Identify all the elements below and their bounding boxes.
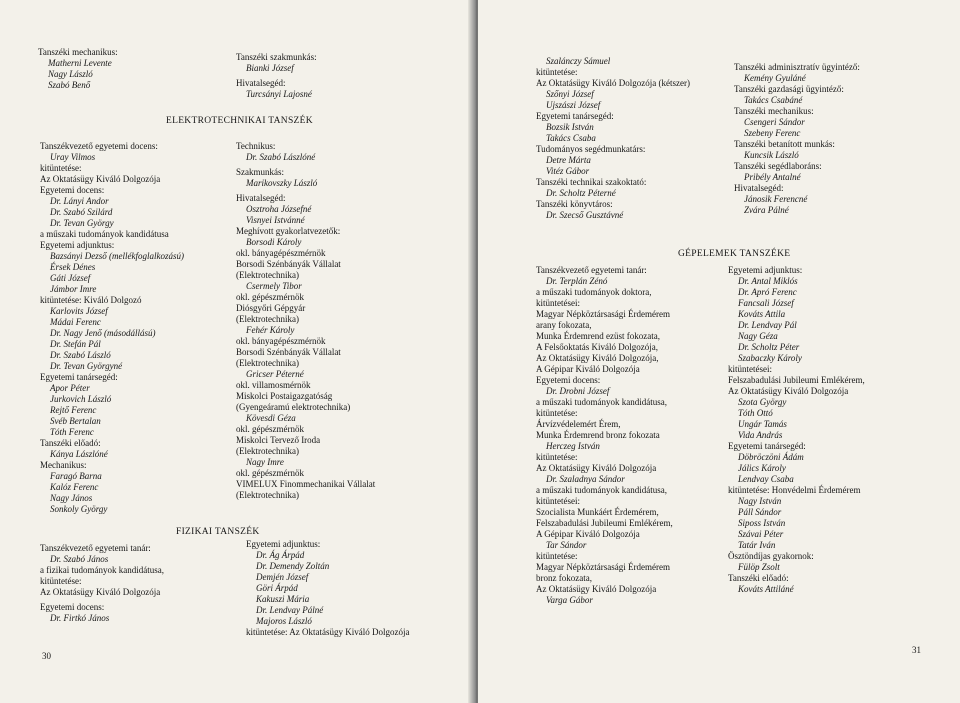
- person-name: Nagy Imre: [246, 457, 284, 467]
- person-name: Dr. Szabó László: [50, 350, 111, 360]
- entry-text: Egyetemi adjunktus:: [728, 265, 803, 275]
- person-name: Gáti József: [50, 273, 91, 283]
- person-name: Dr. Tevan Györgyné: [50, 361, 123, 371]
- person-name: Nagy István: [738, 496, 782, 506]
- entry-text: Munka Érdemrend bronz fokozata: [536, 430, 660, 440]
- person-name: Szávai Péter: [738, 529, 784, 539]
- right-column-e: [536, 56, 690, 221]
- person-name: Varga Gábor: [546, 595, 593, 605]
- person-name: Kemény Gyuláné: [744, 73, 806, 83]
- entry-text: a fizikai tudományok kandidátusa,: [40, 565, 164, 575]
- entry-text: Egyetemi docens:: [40, 602, 105, 612]
- person-name: Rejtő Ferenc: [50, 405, 97, 415]
- person-name: Dr. Ág Árpád: [256, 550, 305, 560]
- person-name: Szota György: [738, 397, 787, 407]
- page-number-left: 30: [42, 651, 51, 661]
- left-top-right-column: [236, 52, 317, 100]
- person-name: Matherni Levente: [48, 58, 112, 68]
- person-name: Visnyei Istvánné: [246, 215, 305, 225]
- entry-text: Az Oktatásügy Kiváló Dolgozója,: [536, 353, 659, 363]
- entry-text: a műszaki tudományok kandidátusa: [40, 229, 169, 239]
- entry-text: Egyetemi tanársegéd:: [728, 441, 806, 451]
- person-name: Bazsányi Dezső (mellékfoglalkozású): [50, 251, 184, 261]
- person-name: Dr. Scholtz Péterné: [546, 188, 616, 198]
- physics-column-d: [246, 539, 409, 638]
- entry-text: Tanszéki gazdasági ügyintéző:: [734, 84, 844, 94]
- entry-text: Munka Érdemrend ezüst fokozata,: [536, 331, 660, 341]
- person-name: Páll Sándor: [738, 507, 782, 517]
- entry-text: Az Oktatásügy Kiváló Dolgozója: [40, 174, 161, 184]
- entry-text: a műszaki tudományok kandidátusa,: [536, 397, 667, 407]
- person-name: Döbröczöni Ádám: [738, 452, 804, 462]
- entry-text: kitüntetése:: [536, 551, 578, 561]
- person-name: Jurkovich László: [50, 394, 112, 404]
- entry-text: VIMELUX Finommechanikai Vállalat: [236, 479, 376, 489]
- person-name: Csengeri Sándor: [744, 117, 805, 127]
- person-name: Majoros László: [256, 616, 312, 626]
- entry-text: Az Oktatásügy Kiváló Dolgozója (kétszer): [536, 78, 690, 88]
- right-page: [478, 0, 960, 703]
- person-name: Dr. Nagy Jenő (másodállású): [50, 328, 156, 338]
- person-name: Dr. Lendvay Pál: [738, 320, 797, 330]
- entry-text: A Felsőoktatás Kiváló Dolgozója,: [536, 342, 658, 352]
- person-name: Kakuszi Mária: [256, 594, 310, 604]
- entry-text: (Gyengeáramú elektrotechnika): [236, 402, 351, 412]
- entry-text: kitüntetései:: [728, 364, 772, 374]
- person-name: Siposs István: [738, 518, 786, 528]
- person-name: Nagy László: [48, 69, 93, 79]
- entry-text: Szocialista Munkáért Érdemérem,: [536, 507, 659, 517]
- entry-text: okl. gépészmérnök: [236, 292, 304, 302]
- entry-text: Egyetemi tanársegéd:: [40, 372, 118, 382]
- person-name: Göri Árpád: [256, 583, 298, 593]
- person-name: Bozsik István: [546, 122, 594, 132]
- entry-text: Egyetemi adjunktus:: [246, 539, 321, 549]
- left-page: [0, 0, 474, 703]
- entry-text: Tanszéki segédlaboráns:: [734, 161, 822, 171]
- person-name: Takács Csaba: [546, 133, 596, 143]
- electrotechnics-column-b: [236, 141, 375, 501]
- entry-text: Tanszéki mechanikus:: [38, 47, 118, 57]
- entry-text: okl. bányagépészmérnök: [236, 336, 326, 346]
- entry-text: (Elektrotechnika): [236, 270, 299, 280]
- person-name: Dr. Antal Miklós: [738, 276, 798, 286]
- person-name: Csermely Tibor: [246, 281, 302, 291]
- entry-text: Árvízvédelemért Érem,: [536, 419, 621, 429]
- entry-text: Tanszéki szakmunkás:: [236, 52, 317, 62]
- entry-text: (Elektrotechnika): [236, 446, 299, 456]
- person-name: Dr. Lányi Andor: [50, 196, 109, 206]
- person-name: Fancsali József: [738, 298, 794, 308]
- department-title-machine-elements: GÉPELEMEK TANSZÉKE: [678, 249, 791, 259]
- entry-text: Ösztöndíjas gyakornok:: [728, 551, 814, 561]
- person-name: Vida András: [738, 430, 783, 440]
- person-name: Ungár Tamás: [738, 419, 787, 429]
- entry-text: Borsodi Szénbányák Vállalat: [236, 347, 341, 357]
- person-name: Szabaczky Károly: [738, 353, 802, 363]
- department-title-electrotechnics: ELEKTROTECHNIKAI TANSZÉK: [166, 116, 313, 126]
- entry-text: Hivatalsegéd:: [734, 183, 784, 193]
- person-name: Pribély Antalné: [744, 172, 801, 182]
- person-name: Dr. Szabó János: [50, 554, 109, 564]
- person-name: Borsodi Károly: [246, 237, 302, 247]
- entry-text: Az Oktatásügy Kiváló Dolgozója: [536, 463, 657, 473]
- electrotechnics-column-a: [40, 141, 184, 515]
- person-name: Dr. Drobni József: [546, 386, 610, 396]
- entry-text: kitüntetése:: [40, 576, 82, 586]
- entry-text: (Elektrotechnika): [236, 490, 299, 500]
- person-name: Dr. Szabó Lászlóné: [246, 152, 316, 162]
- entry-text: Hivatalsegéd:: [236, 78, 286, 88]
- entry-text: Borsodi Szénbányák Vállalat: [236, 259, 341, 269]
- person-name: Mádai Ferenc: [50, 317, 101, 327]
- entry-text: Magyar Népköztársasági Érdemérem: [536, 309, 670, 319]
- person-name: Lendvay Csaba: [738, 474, 794, 484]
- entry-text: kitüntetése: Kiváló Dolgozó: [40, 295, 142, 305]
- page-number-right: 31: [912, 645, 921, 655]
- entry-text: A Gépipar Kiváló Dolgozója: [536, 529, 640, 539]
- person-name: Ujszászi József: [546, 100, 601, 110]
- entry-text: kitüntetése: Honvédelmi Érdemérem: [728, 485, 861, 495]
- machine-elements-column-h: [728, 265, 865, 595]
- entry-text: Hivatalsegéd:: [236, 193, 286, 203]
- left-top-left-column: [38, 47, 118, 91]
- entry-text: okl. villamosmérnök: [236, 380, 311, 390]
- person-name: Dr. Demendy Zoltán: [256, 561, 330, 571]
- entry-text: arany fokozata,: [536, 320, 592, 330]
- person-name: Bianki József: [246, 63, 294, 73]
- person-name: Uray Vilmos: [50, 152, 96, 162]
- entry-text: Az Oktatásügy Kiváló Dolgozója: [40, 587, 161, 597]
- person-name: Vitéz Gábor: [546, 166, 590, 176]
- entry-text: bronz fokozata,: [536, 573, 592, 583]
- entry-text: Technikus:: [236, 141, 276, 151]
- entry-text: Egyetemi adjunktus:: [40, 240, 115, 250]
- entry-text: Tanszéki előadó:: [40, 438, 101, 448]
- person-name: Jálics Károly: [738, 463, 786, 473]
- person-name: Karlovits József: [50, 306, 108, 316]
- person-name: Marikovszky László: [246, 178, 318, 188]
- person-name: Dr. Stefán Pál: [50, 339, 101, 349]
- entry-text: Felszabadulási Jubileumi Emlékérem,: [536, 518, 673, 528]
- entry-text: Szakmunkás:: [236, 167, 284, 177]
- person-name: Turcsányi Lajosné: [246, 89, 312, 99]
- entry-text: kitüntetései:: [536, 298, 580, 308]
- entry-text: okl. bányagépészmérnök: [236, 248, 326, 258]
- person-name: Szőnyi József: [546, 89, 594, 99]
- person-name: Tóth Ferenc: [50, 427, 94, 437]
- entry-text: Tudományos segédmunkatárs:: [536, 144, 646, 154]
- person-name: Nagy János: [50, 493, 93, 503]
- entry-text: okl. gépészmérnök: [236, 424, 304, 434]
- entry-text: (Elektrotechnika): [236, 358, 299, 368]
- person-name: Nagy Géza: [738, 331, 778, 341]
- entry-text: Miskolci Tervező Iroda: [236, 435, 321, 445]
- person-name: Dr. Szaladnya Sándor: [546, 474, 625, 484]
- entry-text: Egyetemi tanársegéd:: [536, 111, 614, 121]
- entry-text: kitüntetése:: [536, 452, 578, 462]
- entry-text: Egyetemi docens:: [40, 185, 105, 195]
- person-name: Kováts Attila: [738, 309, 786, 319]
- person-name: Osztroha Józsefné: [246, 204, 312, 214]
- entry-text: kitüntetései:: [536, 496, 580, 506]
- person-name: Dr. Szabó Szilárd: [50, 207, 113, 217]
- person-name: Szabó Benő: [48, 80, 91, 90]
- entry-text: Tanszéki mechanikus:: [734, 106, 814, 116]
- person-name: Svéb Bertalan: [50, 416, 101, 426]
- entry-text: Mechanikus:: [40, 460, 87, 470]
- person-name: Dr. Szecső Gusztávné: [546, 210, 624, 220]
- machine-elements-column-g: [536, 265, 673, 606]
- entry-text: Magyar Népköztársasági Érdemérem: [536, 562, 670, 572]
- entry-text: Tanszéki technikai szakoktató:: [536, 177, 647, 187]
- entry-text: Meghívott gyakorlatvezetők:: [236, 226, 341, 236]
- person-name: Gricser Péterné: [246, 369, 304, 379]
- entry-text: Miskolci Postaigazgatóság: [236, 391, 333, 401]
- person-name: Jámbor Imre: [50, 284, 97, 294]
- person-name: Apor Péter: [50, 383, 90, 393]
- person-name: Kövesdi Géza: [246, 413, 296, 423]
- person-name: Demjén József: [256, 572, 309, 582]
- person-name: Herczeg István: [546, 441, 600, 451]
- person-name: Tóth Ottó: [738, 408, 773, 418]
- entry-text: Tanszéki könyvtáros:: [536, 199, 613, 209]
- department-title-physics: FIZIKAI TANSZÉK: [176, 527, 260, 537]
- person-name: Tatár Iván: [738, 540, 776, 550]
- person-name: Dr. Apró Ferenc: [738, 287, 797, 297]
- entry-text: Tanszékvezető egyetemi tanár:: [536, 265, 647, 275]
- entry-text: kitüntetése:: [40, 163, 82, 173]
- person-name: Zvára Pálné: [744, 205, 789, 215]
- entry-text: a műszaki tudományok doktora,: [536, 287, 652, 297]
- person-name: Dr. Terplán Zénó: [546, 276, 608, 286]
- person-name: Dr. Lendvay Pálné: [256, 605, 324, 615]
- person-name: Dr. Scholtz Péter: [738, 342, 800, 352]
- entry-text: Tanszéki betanított munkás:: [734, 139, 835, 149]
- entry-text: kitüntetése:: [536, 408, 578, 418]
- entry-text: Az Oktatásügy Kiváló Dolgozója: [728, 386, 849, 396]
- person-name: Szebeny Ferenc: [744, 128, 801, 138]
- person-name: Dr. Tevan György: [50, 218, 114, 228]
- person-name: Kuncsik László: [744, 150, 799, 160]
- entry-text: Tanszéki adminisztratív ügyintéző:: [734, 62, 860, 72]
- entry-text: A Gépipar Kiváló Dolgozója: [536, 364, 640, 374]
- person-name: Faragó Barna: [50, 471, 102, 481]
- entry-text: (Elektrotechnika): [236, 314, 299, 324]
- entry-text: Felszabadulási Jubileumi Emlékérem,: [728, 375, 865, 385]
- entry-text: Az Oktatásügy Kiváló Dolgozója: [536, 584, 657, 594]
- entry-text: Tanszékvezető egyetemi tanár:: [40, 543, 151, 553]
- person-name: Szalánczy Sámuel: [546, 56, 611, 66]
- right-column-f: [734, 62, 860, 216]
- person-name: Tar Sándor: [546, 540, 587, 550]
- person-name: Érsek Dénes: [50, 262, 96, 272]
- entry-text: Tanszéki előadó:: [728, 573, 789, 583]
- person-name: Kalóz Ferenc: [50, 482, 99, 492]
- entry-text: Tanszékvezető egyetemi docens:: [40, 141, 158, 151]
- physics-column-c: [40, 543, 164, 624]
- person-name: Detre Márta: [546, 155, 591, 165]
- person-name: Sonkoly György: [50, 504, 108, 514]
- entry-text: kitüntetése:: [536, 67, 578, 77]
- entry-text: Diósgyőri Gépgyár: [236, 303, 306, 313]
- person-name: Fülöp Zsolt: [738, 562, 780, 572]
- entry-text: Egyetemi docens:: [536, 375, 601, 385]
- person-name: Fehér Károly: [246, 325, 295, 335]
- person-name: Kánya Lászlóné: [50, 449, 108, 459]
- person-name: Jánosik Ferencné: [744, 194, 808, 204]
- entry-text: okl. gépészmérnök: [236, 468, 304, 478]
- entry-text: kitüntetése: Az Oktatásügy Kiváló Dolgozója: [246, 627, 410, 637]
- entry-text: a műszaki tudományok kandidátusa,: [536, 485, 667, 495]
- person-name: Kováts Attiláné: [738, 584, 794, 594]
- person-name: Takács Csabáné: [744, 95, 803, 105]
- person-name: Dr. Firtkó János: [50, 613, 110, 623]
